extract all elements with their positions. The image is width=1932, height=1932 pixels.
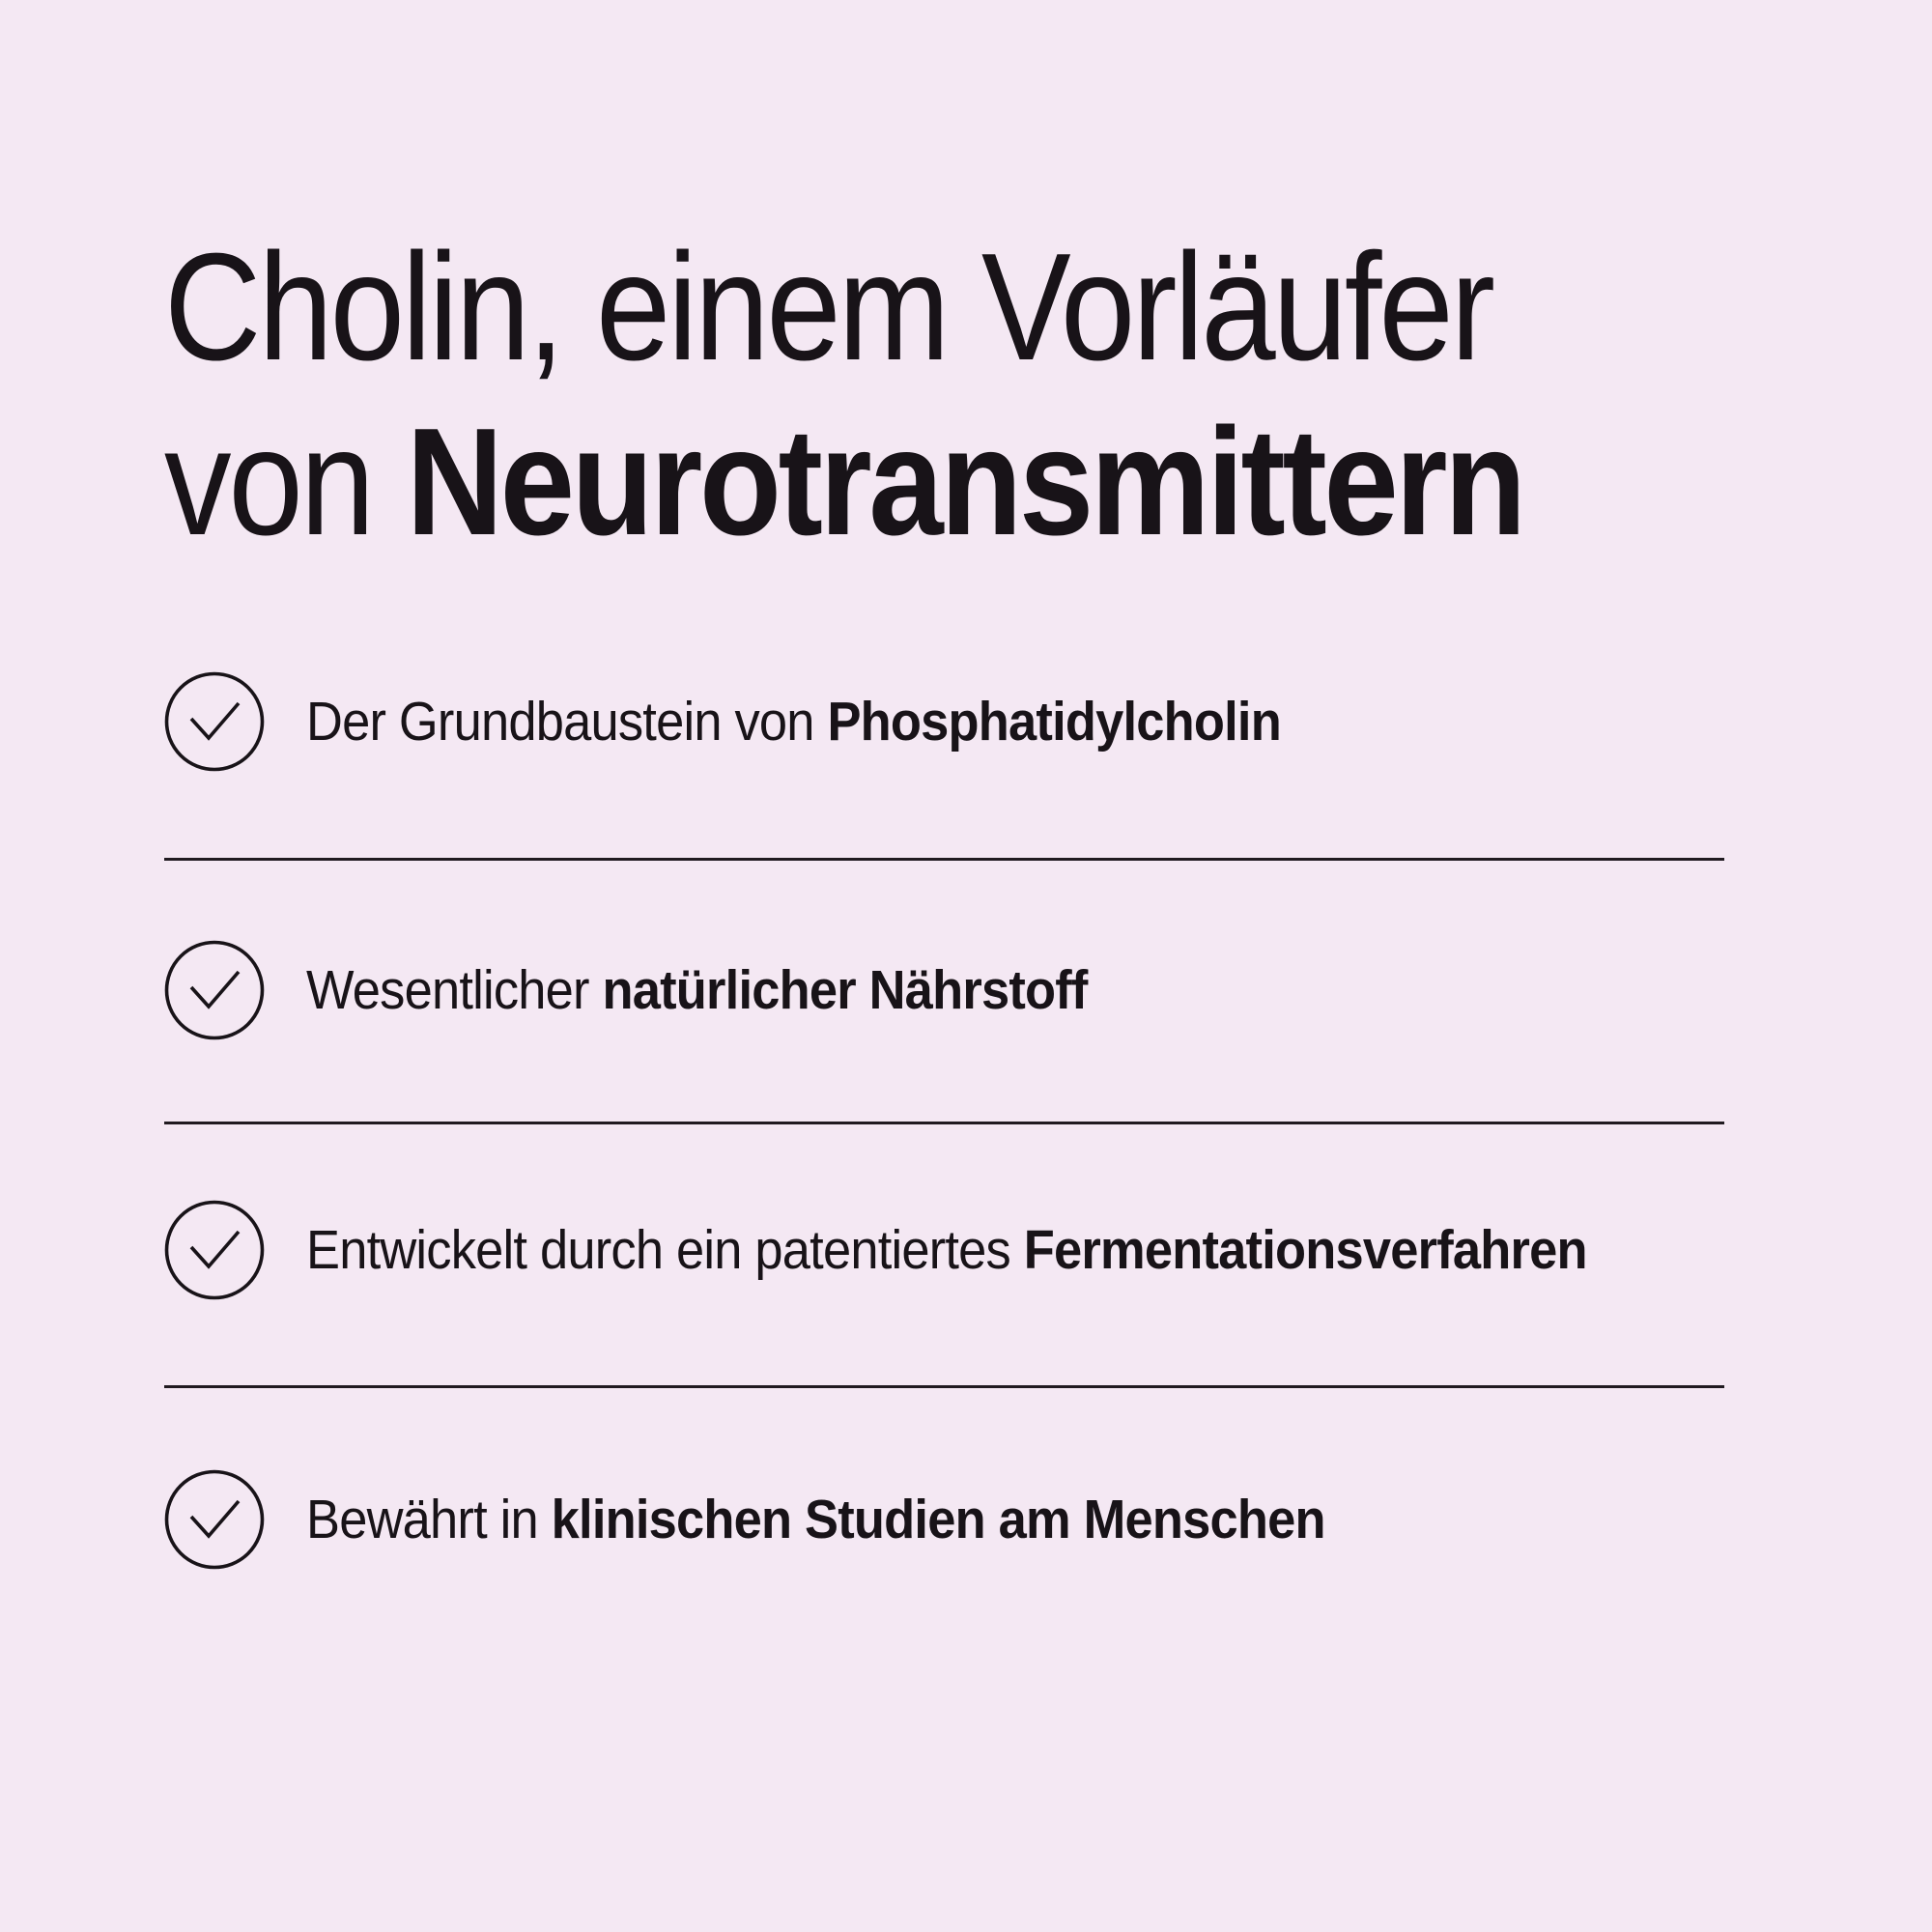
checklist-item-text-regular: Bewährt in (306, 1489, 552, 1550)
checklist-item-text-bold: natürlicher Nährstoff (602, 959, 1088, 1021)
page-title (164, 220, 1523, 570)
checklist-item-text-bold: Fermentationsverfahren (1023, 1219, 1587, 1281)
page-title-line2-bold: Neurotransmittern (406, 396, 1523, 567)
divider (164, 858, 1724, 861)
page-title-line2-regular: von (164, 396, 407, 567)
checklist-item (164, 1200, 1698, 1300)
page-title-line1: Cholin, einem Vorläufer (164, 221, 1492, 392)
checklist-item-text (306, 690, 1281, 753)
checklist-item-text (306, 1218, 1587, 1282)
checklist-item-text (306, 958, 1088, 1022)
checklist-item (164, 940, 1155, 1040)
checklist-item-text-regular: Der Grundbaustein von (306, 691, 828, 753)
checklist-item (164, 1469, 1413, 1570)
check-circle-icon (164, 1469, 265, 1570)
check-circle-icon (164, 1200, 265, 1300)
checklist-item-text-bold: Phosphatidylcholin (827, 691, 1281, 753)
checklist-item-text-regular: Entwickelt durch ein patentiertes (306, 1219, 1024, 1281)
check-circle-icon (164, 940, 265, 1040)
checklist-item-text (306, 1488, 1325, 1551)
divider (164, 1385, 1724, 1388)
checklist-item-text-regular: Wesentlicher (306, 959, 603, 1021)
divider (164, 1122, 1724, 1124)
checklist-item (164, 671, 1366, 772)
checklist-item-text-bold: klinischen Studien am Menschen (551, 1489, 1325, 1550)
check-circle-icon (164, 671, 265, 772)
